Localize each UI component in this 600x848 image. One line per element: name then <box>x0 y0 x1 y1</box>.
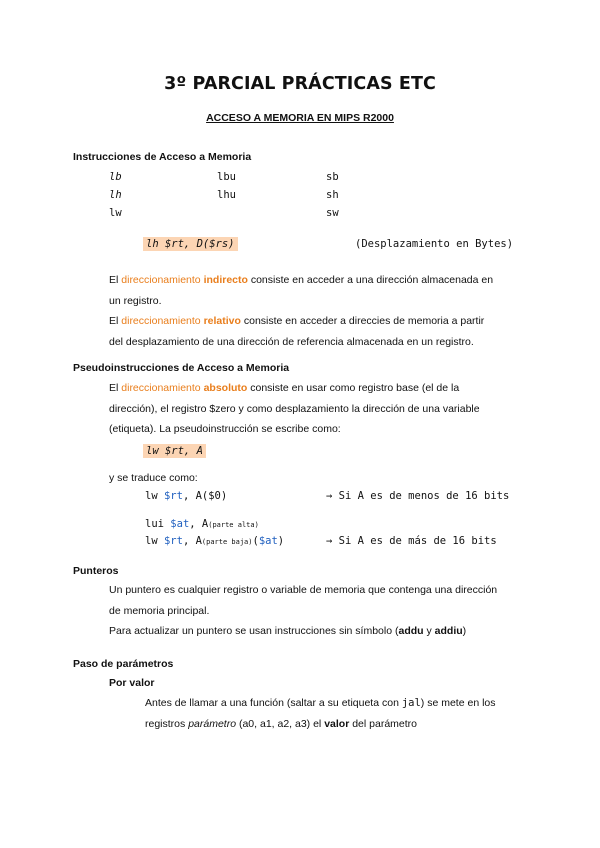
text: dirección), el registro $zero y como desplazamiento la dirección de una variable <box>109 402 480 415</box>
text: Para actualizar un puntero se usan instrucciones sin símbolo ( <box>109 625 399 637</box>
code-jal: jal <box>401 697 421 709</box>
register-rt: $rt <box>163 535 183 547</box>
text: Un puntero es cualquier registro o variable de memoria que contenga una dirección <box>109 584 498 596</box>
translates-label: y se traduce como: <box>109 472 198 484</box>
term-direccionamiento: direccionamiento <box>121 274 201 286</box>
paragraph-absoluto <box>109 378 527 440</box>
paragraph-indirecto <box>109 270 527 352</box>
code-text: , A <box>189 518 209 530</box>
subscript-parte-alta: (parte alta) <box>208 521 259 529</box>
section-heading-paso-parametros: Paso de parámetros <box>73 658 174 670</box>
code-text: lw <box>145 535 164 547</box>
instr-sb: sb <box>326 171 339 183</box>
text: de memoria principal. <box>109 604 210 617</box>
code-text: ) <box>277 535 285 547</box>
instr-lb: lb <box>109 171 122 183</box>
page-subtitle: ACCESO A MEMORIA EN MIPS R2000 <box>206 112 394 124</box>
syntax-lh-highlight: lh $rt, D($rs) <box>143 237 238 251</box>
syntax-lw-highlight: lw $rt, A <box>143 444 206 458</box>
text: El <box>109 274 122 286</box>
code-line-1 <box>145 490 227 502</box>
instr-lhu: lhu <box>217 189 236 201</box>
keyword-valor: valor <box>324 717 350 730</box>
register-rt: $rt <box>163 490 183 502</box>
text: consiste en acceder a una dirección almacenada en <box>247 274 494 286</box>
keyword-absoluto: absoluto <box>203 382 248 394</box>
code-text: , A($0) <box>182 490 228 502</box>
section-heading-instrucciones: Instrucciones de Acceso a Memoria <box>73 151 252 163</box>
text: registros <box>145 717 189 730</box>
syntax-note: (Desplazamiento en Bytes) <box>355 238 514 250</box>
section-heading-punteros: Punteros <box>73 565 119 577</box>
paragraph-punteros <box>109 580 527 642</box>
keyword-addiu: addiu <box>434 625 463 637</box>
subscript-parte-baja: (parte baja) <box>201 538 253 546</box>
keyword-addu: addu <box>398 625 424 637</box>
text: ) <box>462 625 467 637</box>
code-text: , A <box>182 535 202 547</box>
instr-lh: lh <box>109 189 122 201</box>
code-line-3 <box>145 535 284 547</box>
arrow-note-1: → Si A es de menos de 16 bits <box>326 490 510 502</box>
text: del desplazamiento de una dirección de referencia almacenada en un registro. <box>109 335 474 348</box>
code-text: lw <box>145 490 164 502</box>
term-parametro: parámetro <box>188 717 237 730</box>
paragraph-por-valor <box>145 693 535 734</box>
term-direccionamiento: direccionamiento <box>121 382 201 394</box>
text: un registro. <box>109 294 162 307</box>
text: consiste en usar como registro base (el de la <box>247 382 460 394</box>
text: El <box>109 382 122 394</box>
register-at: $at <box>170 518 190 530</box>
keyword-indirecto: indirecto <box>203 274 248 286</box>
instr-lw: lw <box>109 207 122 219</box>
text: consiste en acceder a direccies de memoria a partir <box>240 315 485 327</box>
subheading-por-valor: Por valor <box>109 677 155 689</box>
text: El <box>109 315 122 327</box>
section-heading-pseudoinstrucciones: Pseudoinstrucciones de Acceso a Memoria <box>73 362 290 374</box>
register-at: $at <box>258 535 278 547</box>
term-direccionamiento: direccionamiento <box>121 315 201 327</box>
text: Antes de llamar a una función (saltar a su etiqueta con <box>145 697 402 709</box>
code-line-2 <box>145 518 259 530</box>
text: del parámetro <box>349 717 417 730</box>
page-title: 3º PARCIAL PRÁCTICAS ETC <box>164 74 436 94</box>
arrow-note-2: → Si A es de más de 16 bits <box>326 535 497 547</box>
code-text: lui <box>145 518 171 530</box>
instr-lbu: lbu <box>217 171 236 183</box>
keyword-relativo: relativo <box>203 315 241 327</box>
text: (a0, a1, a2, a3) el <box>236 717 325 730</box>
code-text: ( <box>252 535 259 547</box>
instr-sh: sh <box>326 189 339 201</box>
text: ) se mete en los <box>420 697 496 709</box>
instr-sw: sw <box>326 207 339 219</box>
text: y <box>423 625 435 637</box>
text: (etiqueta). La pseudoinstrucción se escribe como: <box>109 423 341 435</box>
